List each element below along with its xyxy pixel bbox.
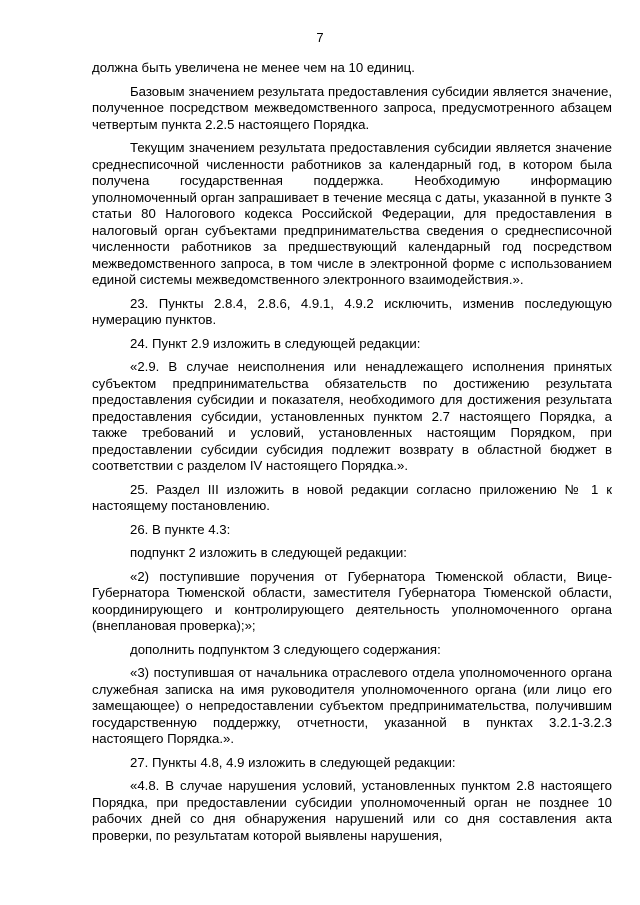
document-body: [92, 60, 612, 851]
paragraph-quote-subitem-2: «2) поступившие поручения от Губернатора Тюменской области, Вице-Губернатора Тюменской области, заместителя Губернатора Тюменской области, координирующего и контролирующего деятельность уполномоченного органа (внеплановая проверка);»;: [92, 568, 612, 633]
paragraph-quote-4-8: «4.8. В случае нарушения условий, установленных пунктом 2.8 настоящего Порядка, при предоставлении субсидии уполномоченный орган не позднее 10 рабочих дней со дня обнаружения нарушений или со дня составления акта проверки, по результатам которой выявлены нарушения,: [92, 778, 612, 843]
paragraph-quote-subitem-3: «3) поступившая от начальника отраслевого отдела уполномоченного органа служебная записка на имя руководителя уполномоченного органа (или лицо его замещающее) о непредоставлении субъектом предпринимательства, получившим государственную поддержку, отчетности, указанной в пунктах 3.2.1-3.2.3 настоящего Порядка.».: [92, 665, 612, 746]
paragraph-continuation: должна быть увеличена не менее чем на 10 единиц.: [92, 60, 415, 75]
paragraph-item-27: 27. Пункты 4.8, 4.9 изложить в следующей редакции:: [130, 754, 456, 770]
paragraph-item-24: 24. Пункт 2.9 изложить в следующей редакции:: [130, 335, 421, 351]
paragraph-current-value: Текущим значением результата предоставления субсидии является значение среднесписочной численности работников за календарный год, в котором была получена государственная поддержка. Необходимую информацию уполномоченный орган запрашивает в течение месяца с даты, указанной в пункте 3 статьи 80 Налогового кодекса Российской Федерации, для предоставления в налоговый орган субъектами предпринимательства сведения о среднесписочной численности работников за предшествующий календарный год посредством межведомственного запроса, в том числе в электронной форме с использованием единой системы межведомственного электронного взаимодействия.».: [92, 140, 612, 287]
paragraph-item-26: 26. В пункте 4.3:: [130, 521, 231, 537]
paragraph-item-25: 25. Раздел III изложить в новой редакции согласно приложению № 1 к настоящему постановлению.: [92, 481, 612, 513]
paragraph-subitem-3-intro: дополнить подпунктом 3 следующего содержания:: [130, 641, 441, 657]
paragraph-base-value: Базовым значением результата предоставления субсидии является значение, полученное посредством межведомственного запроса, предусмотренного абзацем четвертым пункта 2.2.5 настоящего Порядка.: [92, 83, 612, 132]
paragraph-item-23: 23. Пункты 2.8.4, 2.8.6, 4.9.1, 4.9.2 исключить, изменив последующую нумерацию пунктов.: [92, 295, 612, 327]
page-number: 7: [316, 30, 324, 45]
paragraph-quote-2-9: «2.9. В случае неисполнения или ненадлежащего исполнения принятых субъектом предпринимательства обязательств по достижению результата предоставления субсидии и показателя, необходимого для достижения результата предоставления субсидии, установленных пунктом 2.7 настоящего Порядка, а также требований и условий, установленных настоящим Порядком, при предоставлении субсидии субсидия подлежит возврату в областной бюджет в соответствии с разделом IV настоящего Порядка.».: [92, 359, 612, 473]
paragraph-subitem-2-intro: подпункт 2 изложить в следующей редакции:: [130, 545, 407, 560]
